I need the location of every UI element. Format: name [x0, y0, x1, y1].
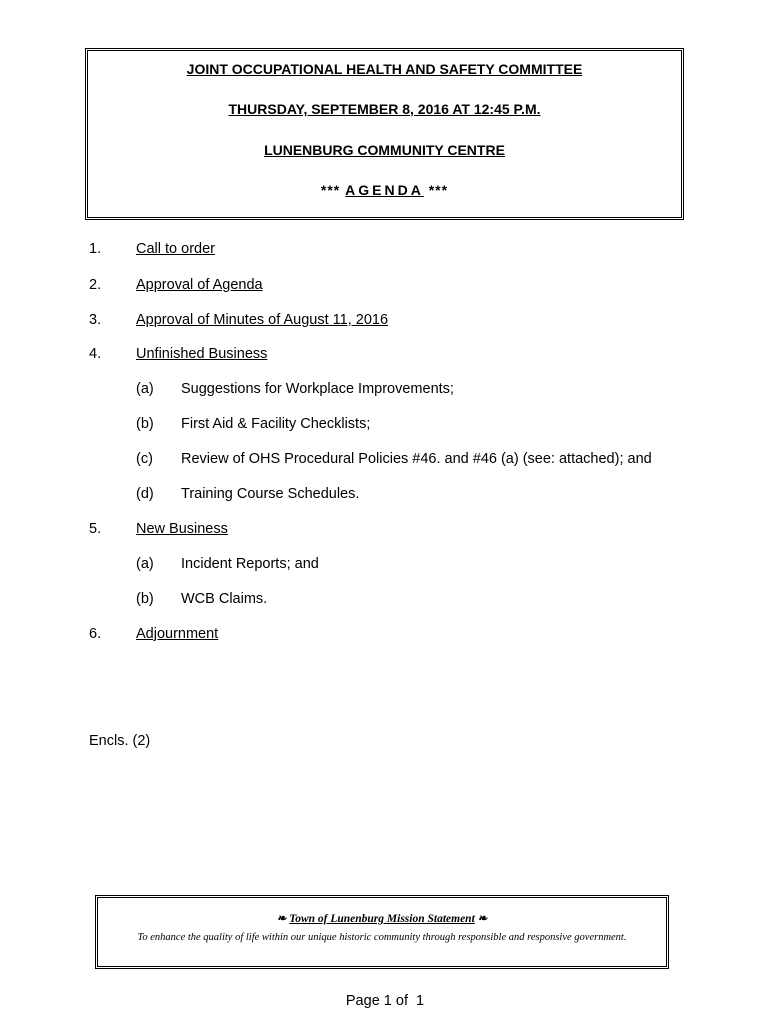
meeting-datetime: THURSDAY, SEPTEMBER 8, 2016 AT 12:45 P.M. — [228, 101, 541, 117]
sub-item-text: Incident Reports; and — [181, 556, 319, 572]
item-number: 3. — [89, 312, 102, 328]
sub-item-text: Review of OHS Procedural Policies #46. and #46 (a) (see: attached); and — [181, 451, 652, 467]
item-label: Adjournment — [136, 626, 219, 642]
item-label: Unfinished Business — [136, 346, 268, 362]
sub-item-letter: (a) — [136, 381, 154, 397]
sub-item-letter: (d) — [136, 486, 154, 502]
agenda-stars-left: *** — [320, 182, 341, 198]
fleuron-icon: ❧ — [477, 913, 488, 925]
item-number: 5. — [89, 521, 102, 537]
committee-title: JOINT OCCUPATIONAL HEALTH AND SAFETY COMMITTEE — [186, 61, 583, 77]
item-number: 4. — [89, 346, 102, 362]
sub-item-letter: (a) — [136, 556, 154, 572]
page-number: Page 1 of 1 — [345, 993, 425, 1009]
agenda-stars-right: *** — [428, 182, 449, 198]
mission-title: Town of Lunenburg Mission Statement — [289, 913, 475, 925]
sub-item-letter: (b) — [136, 591, 154, 607]
item-label: New Business — [136, 521, 228, 537]
mission-statement-box — [95, 895, 669, 969]
mission-title-line — [98, 911, 666, 925]
item-number: 1. — [89, 241, 102, 257]
item-number: 6. — [89, 626, 102, 642]
agenda-header-box — [85, 48, 684, 220]
sub-item-letter: (c) — [136, 451, 153, 467]
item-label: Call to order — [136, 241, 215, 257]
item-label: Approval of Minutes of August 11, 2016 — [136, 312, 389, 328]
sub-item-text: Training Course Schedules. — [181, 486, 360, 502]
enclosures-note: Encls. (2) — [89, 733, 151, 749]
sub-item-text: WCB Claims. — [181, 591, 268, 607]
fleuron-icon: ❧ — [276, 913, 287, 925]
item-number: 2. — [89, 277, 102, 293]
agenda-word: AGENDA — [345, 182, 424, 198]
item-label: Approval of Agenda — [136, 277, 263, 293]
sub-item-text: Suggestions for Workplace Improvements; — [181, 381, 454, 397]
mission-text: To enhance the quality of life within our unique historic community through responsible and responsive government. — [137, 932, 627, 943]
agenda-heading — [88, 182, 681, 198]
meeting-location: LUNENBURG COMMUNITY CENTRE — [264, 142, 505, 158]
sub-item-letter: (b) — [136, 416, 154, 432]
sub-item-text: First Aid & Facility Checklists; — [181, 416, 371, 432]
